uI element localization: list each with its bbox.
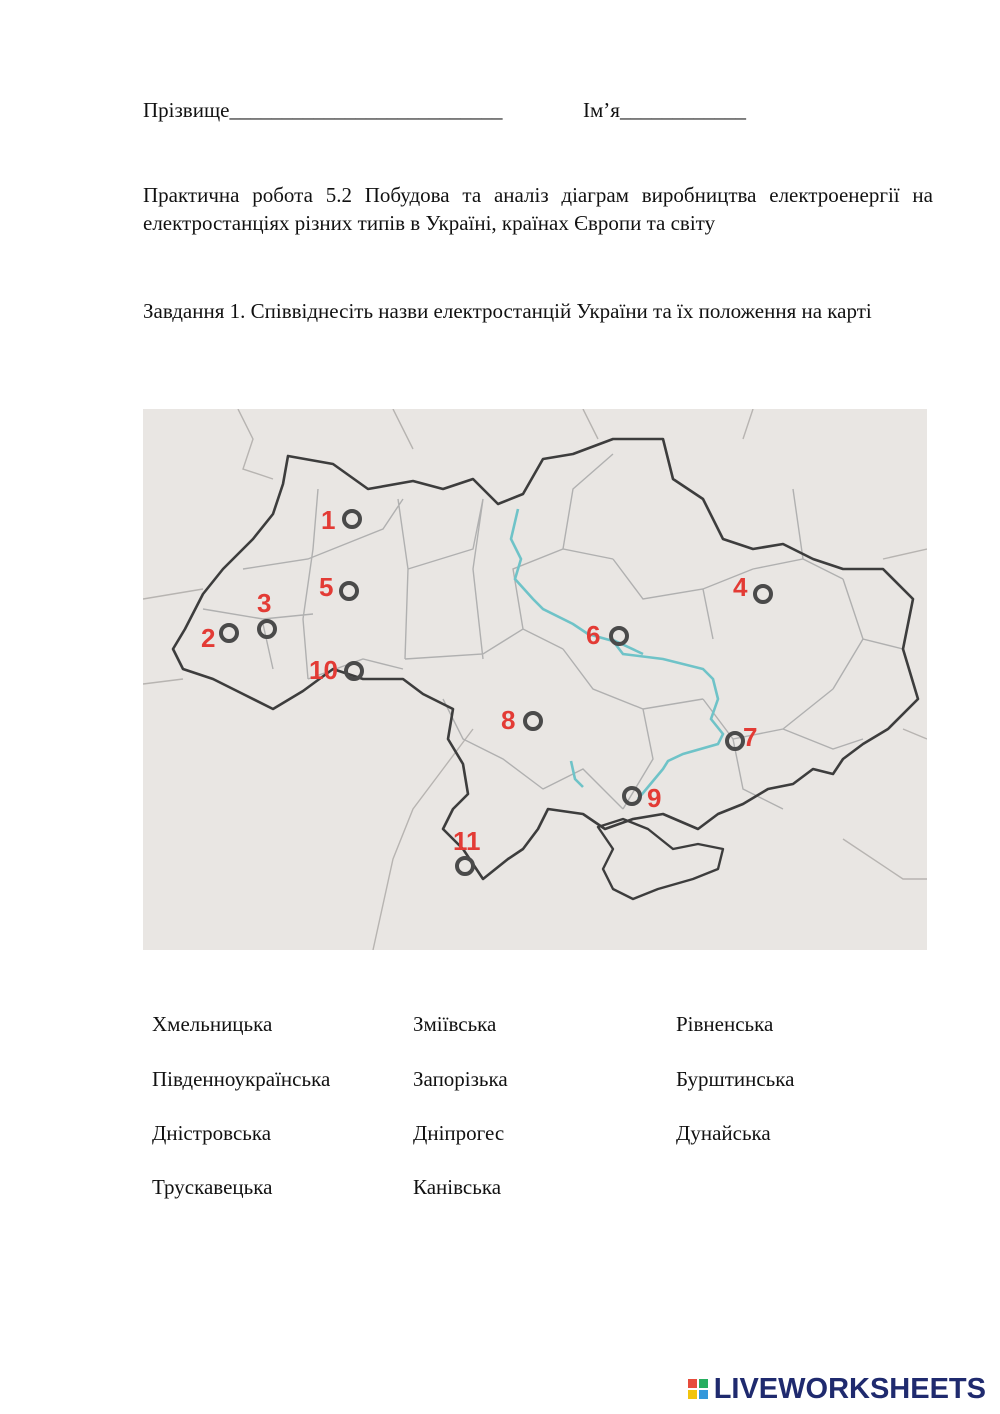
station-dnistrovska[interactable]: Дністровська	[152, 1121, 272, 1145]
station-marker-label-4: 4	[733, 572, 748, 602]
live-blocks-icon	[688, 1379, 708, 1399]
station-marker-label-11: 11	[453, 826, 481, 856]
station-marker-label-9: 9	[647, 783, 662, 813]
station-marker-label-6: 6	[586, 620, 601, 650]
liveworksheets-logo	[688, 1373, 986, 1405]
station-zaporizka[interactable]: Запорізька	[413, 1067, 508, 1091]
first-name-line	[583, 96, 746, 124]
surname-label: Прізвище	[143, 98, 230, 122]
station-marker-label-2: 2	[201, 623, 216, 653]
worksheet-title: Практична робота 5.2 Побудова та аналіз діаграм виробництва електроенергії на електростанціях різних типів в Україні, країнах Європи та світу	[143, 183, 933, 235]
surname-line	[143, 96, 502, 124]
station-marker-9[interactable]	[624, 788, 640, 804]
station-khmelnytska[interactable]: Хмельницька	[152, 1012, 273, 1036]
brand-name: LIVEWORKSHEETS	[713, 1372, 986, 1405]
station-marker-11[interactable]	[457, 858, 473, 874]
ukraine-map	[143, 409, 927, 950]
station-burshtynska[interactable]: Бурштинська	[676, 1067, 795, 1091]
station-marker-4[interactable]	[755, 586, 771, 602]
first-name-blank[interactable]: ____________	[619, 98, 746, 122]
station-marker-label-10: 10	[309, 655, 338, 685]
station-zmiivska[interactable]: Зміївська	[413, 1012, 497, 1036]
surname-blank[interactable]: __________________________	[229, 98, 503, 122]
station-dniprohes[interactable]: Дніпрогес	[413, 1121, 505, 1145]
station-kanivska[interactable]: Канівська	[413, 1175, 502, 1199]
station-marker-label-7: 7	[743, 722, 758, 752]
station-dunaiska[interactable]: Дунайська	[676, 1121, 771, 1145]
station-marker-5[interactable]	[341, 583, 357, 599]
station-marker-label-8: 8	[501, 705, 516, 735]
station-marker-label-3: 3	[257, 588, 272, 618]
station-marker-label-5: 5	[319, 572, 334, 602]
station-truskavetska[interactable]: Трускавецька	[152, 1175, 273, 1199]
station-marker-8[interactable]	[525, 713, 541, 729]
map-svg	[143, 409, 927, 950]
station-marker-3[interactable]	[259, 621, 275, 637]
station-rivnenska[interactable]: Рівненська	[676, 1012, 774, 1036]
station-marker-1[interactable]	[344, 511, 360, 527]
task-instruction: Завдання 1. Співвіднесіть назви електростанцій України та їх положення на карті	[143, 299, 872, 323]
station-pivdennoukrainska[interactable]: Південноукраїнська	[152, 1067, 331, 1091]
station-marker-2[interactable]	[221, 625, 237, 641]
first-name-label: Ім’я	[583, 98, 620, 122]
station-marker-label-1: 1	[321, 505, 336, 535]
